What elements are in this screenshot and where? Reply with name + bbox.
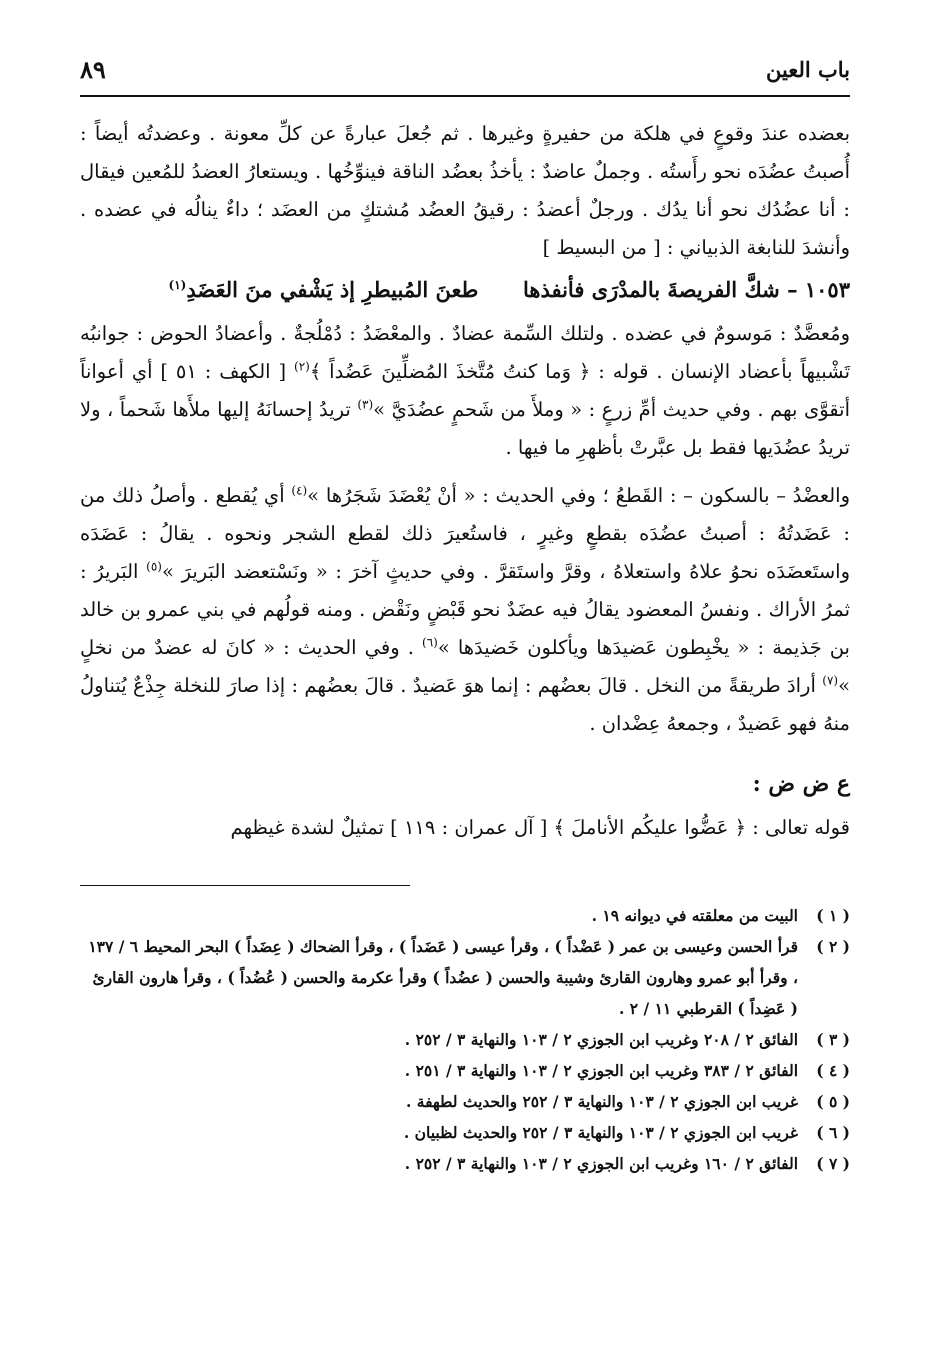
footnote-separator <box>80 885 410 886</box>
footnote-number: ( ١ ) <box>816 906 850 925</box>
paragraph-3-text-d: . وفي الحديث : « كانَ له عضدٌ من نخلٍ » <box>80 636 851 697</box>
page <box>80 55 850 1179</box>
footnote-number: ( ٣ ) <box>816 1030 850 1049</box>
paragraph-3-text-e: أرادَ طريقةً من النخل . قالَ بعضُهم : إنما هوَ عَضيدٌ . قالَ بعضُهم : إذا صارَ للنخلة جِذْعٌ يُتناولُ منهُ فهو عَضيدٌ ، وجمعهُ عِضْدان . <box>80 674 850 735</box>
verse-first-hemistich: شكَّ الفريصةَ بالمدْرَى فأنفذها <box>522 277 780 302</box>
footnote-text: الفائق ٢ / ١٦٠ وغريب ابن الجوزي ٢ / ١٠٣ والنهاية ٣ / ٢٥٢ . <box>404 1154 798 1173</box>
paragraph-3 <box>80 477 850 743</box>
footnote <box>80 900 850 931</box>
page-number: ٨٩ <box>80 55 106 84</box>
footnote <box>80 1055 850 1086</box>
footnote-text: غريب ابن الجوزي ٢ / ١٠٣ والنهاية ٣ / ٢٥٢ والحديث لظبيان . <box>403 1123 798 1142</box>
footnote-ref: (٧) <box>822 673 839 688</box>
paragraph-2-text-b: [ الكهف : ٥١ ] أي أعواناً أتقوَّى بهم . وفي حديث أمِّ زرعٍ : « وملأَ من شَحمٍ عضُدَيَّ » <box>80 360 850 421</box>
footnote <box>80 1086 850 1117</box>
footnote-ref: (١) <box>168 278 187 292</box>
footnote-text: البيت من معلقته في ديوانه ١٩ . <box>591 906 798 925</box>
footnote <box>80 1117 850 1148</box>
footnote <box>80 1024 850 1055</box>
verse-number: ١٠٥٣ – <box>787 277 850 302</box>
footnote-text: غريب ابن الجوزي ٢ / ١٠٣ والنهاية ٣ / ٢٥٢ والحديث لطهفة . <box>405 1092 798 1111</box>
footnote <box>80 1148 850 1179</box>
footnote-ref: (٤) <box>291 483 308 498</box>
page-header <box>80 55 850 97</box>
poetry-verse <box>80 269 850 311</box>
footnote-text: الفائق ٢ / ٢٠٨ وغريب ابن الجوزي ٢ / ١٠٣ والنهاية ٣ / ٢٥٢ . <box>404 1030 798 1049</box>
section-heading: ع ض ض : <box>752 771 850 797</box>
footnote-number: ( ٥ ) <box>816 1092 850 1111</box>
footnote-number: ( ٧ ) <box>816 1154 850 1173</box>
footnotes <box>80 900 850 1179</box>
footnote-ref: (٣) <box>357 397 374 412</box>
paragraph-3-text-a: والعضْدُ – بالسكون – : القَطعُ ؛ وفي الحديث : « أنْ يُعْضَدَ شَجَرُها » <box>307 484 851 507</box>
paragraph-3-text-c: البَريرُ : ثمرُ الأراك . ونفسُ المعضود يقالُ فيه عضَدٌ نحو قَبْضٍ ونَقْض . ومنه قولُهم في بني عمرو بن خالد بن جَذيمة : « يخْبِطون عَضيدَها ويأكلون خَضيدَها » <box>80 560 850 659</box>
footnote <box>80 931 850 1024</box>
footnote-ref: (٢) <box>294 359 310 374</box>
footnote-text: الفائق ٢ / ٣٨٣ وغريب ابن الجوزي ٢ / ١٠٣ والنهاية ٣ / ٢٥١ . <box>404 1061 798 1080</box>
paragraph-2 <box>80 315 850 467</box>
running-title: باب العين <box>765 57 850 82</box>
paragraph-1: بعضده عندَ وقوعٍ في هلكة من حفيرةٍ وغيرها . ثم جُعلَ عبارةً عن كلِّ معونة . وعضدتُه أيضاً : أُصبتُ عضُدَه نحو رأَستُه . وجملٌ عاضدٌ : يأخذُ بعضُد الناقة فينوِّخُها . ويستعارُ العضدُ للمُعين فيقال : أنا عضُدُك نحو أنا يدُك . ورجلٌ أعضدُ : رقيقُ العضُد مُشتكٍ من العضَد ؛ داءٌ ينالُه في عضده . وأنشدَ للنابغة الذبياني : [ من البسيط ] <box>80 122 850 259</box>
footnote-number: ( ٦ ) <box>816 1123 850 1142</box>
footnote-ref: (٦) <box>422 635 438 650</box>
footnote-text: قرأ الحسن وعيسى بن عمر ( عَضْداً ) ، وقرأ عيسى ( عَضَداً ) ، وقرأ الضحاك ( عِضَداً ) البحر المحيط ٦ / ١٣٧ ، وقرأ أبو عمرو وهارون القارئ وشيبة والحسن ( عضُداً ) وقرأ عكرمة والحسن ( عُضُداً ) ، وقرأ هارون القارئ ( عَضِداً ) القرطبي ١١ / ٢ . <box>88 937 798 1018</box>
footnote-number: ( ٤ ) <box>816 1061 850 1080</box>
paragraph-2-text-c: تريدُ إحسانَهُ إليها ملأَها شَحماً ، ولا تريدُ عضُدَيها فقط بل عبَّرتْ بأظهرِ ما فيها . <box>80 398 850 459</box>
footnote-ref: (٥) <box>146 559 162 574</box>
paragraph-2-text-a: ومُعضَّدٌ : مَوسومٌ في عضده . ولتلك السِّمة عضادٌ . والمعْضَدُ : دُمْلُجةٌ . وأعضادُ الحوض : جوانبُه تَشْبيهاً بأعضاد الإنسان . قوله : ﴿ وَما كنتُ مُتَّخذَ المُضلِّينَ عَضُداً ﴾ <box>80 322 850 383</box>
paragraph-3-text-b: أي يُقطع . وأصلُ ذلك من : عَضَدتُهُ : أصبتُ عضُدَه بقطعٍ وغيرٍ ، فاستُعيرَ ذلك لقطع الشجر ونحوه . يقالُ : عَضَدَه واستَعضَدَه نحوُ علاهُ واستعلاهُ ، وقرَّ واستَقرَّ . وفي حديثٍ آخرَ : « ونَسْتعضد البَريرَ » <box>80 484 850 583</box>
footnote-number: ( ٢ ) <box>816 937 850 956</box>
verse-second-hemistich: طعنَ المُبيطرِ إذ يَشْفي منَ العَضَدِ <box>186 277 479 302</box>
paragraph-4: قوله تعالى : ﴿ عَضُّوا عليكُم الأناملَ ﴾ [ آل عمران : ١١٩ ] تمثيلٌ لشدة غيظهم <box>230 816 850 839</box>
main-text <box>80 115 850 847</box>
